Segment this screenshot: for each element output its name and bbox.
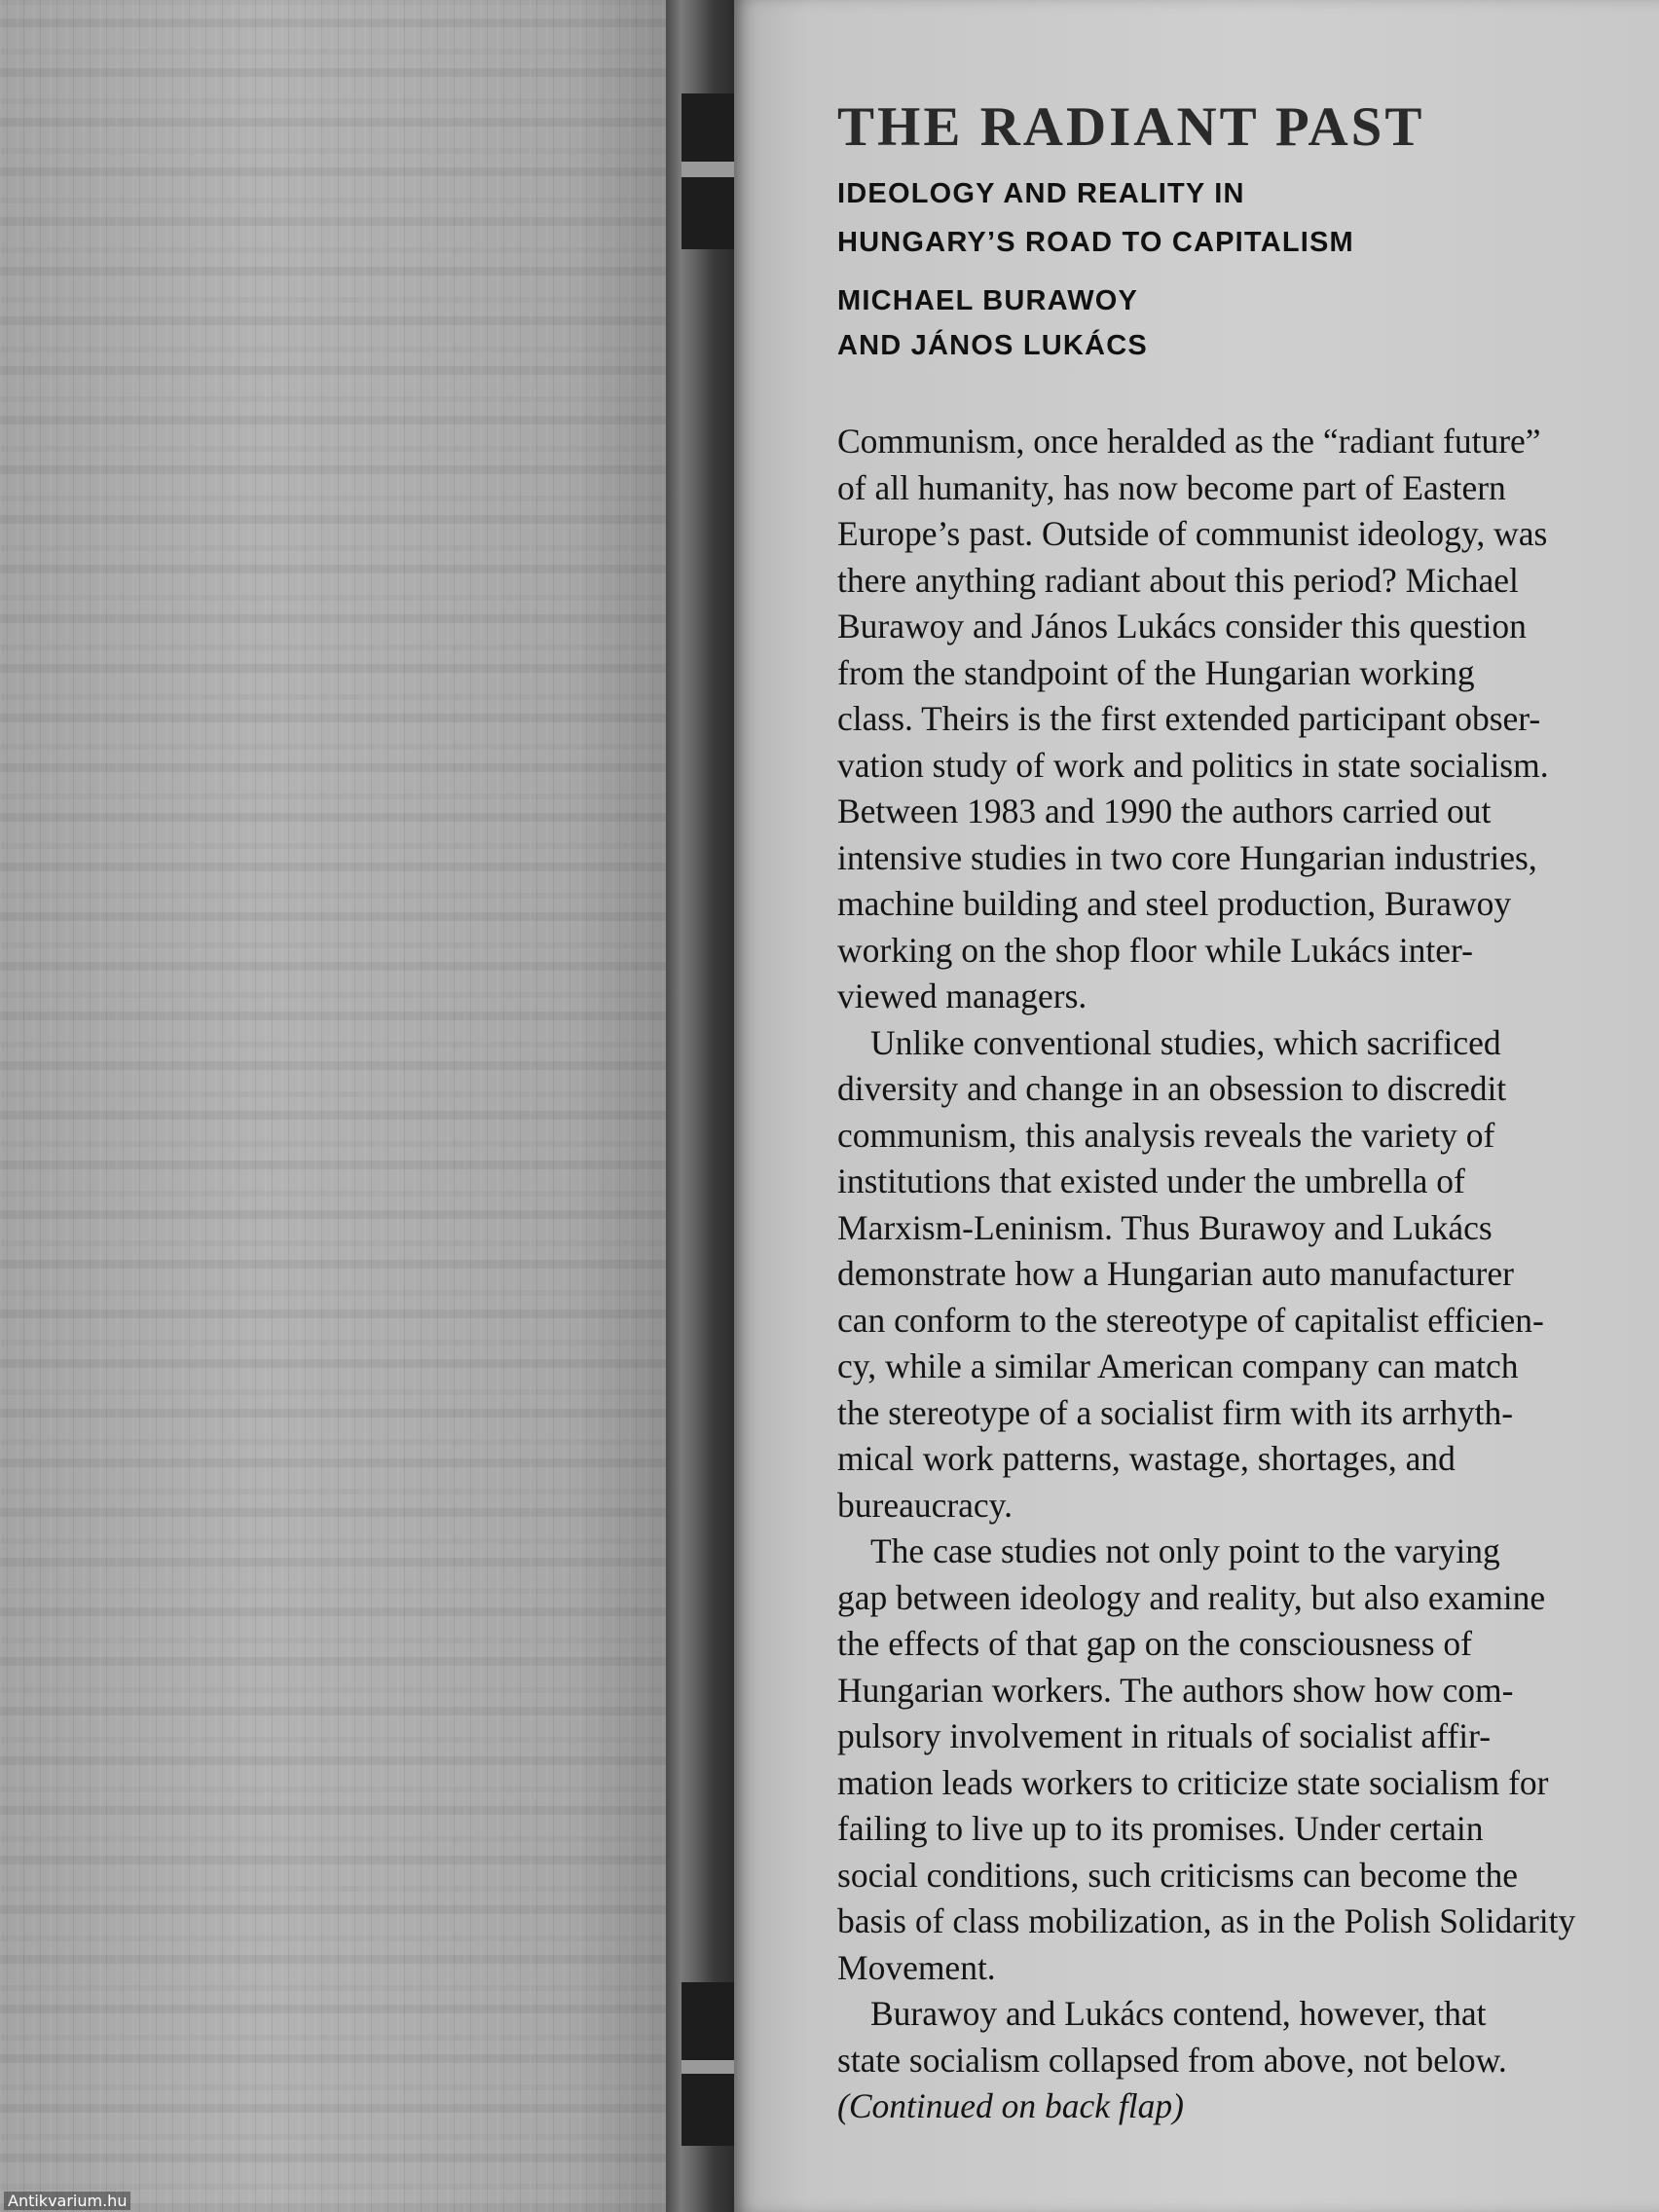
text-line: working on the shop floor while Lukács inter- [837, 930, 1473, 970]
text-line: demonstrate how a Hungarian auto manufacturer [837, 1254, 1514, 1293]
author-line: MICHAEL BURAWOY [837, 285, 1139, 316]
spine-band-top-light [682, 162, 734, 177]
spine-band-top [682, 93, 734, 162]
text-line: social conditions, such criticisms can become the [837, 1855, 1518, 1895]
spine-band-bottom-2 [682, 2074, 734, 2146]
spine-band-bottom-light [682, 2060, 734, 2074]
spine-band-bottom [682, 1982, 734, 2060]
text-line: Unlike conventional studies, which sacrificed [870, 1022, 1501, 1062]
book-spine-edge [666, 0, 734, 2212]
text-line: gap between ideology and reality, but also examine [837, 1577, 1546, 1617]
text-line: class. Theirs is the first extended participant obser- [837, 699, 1541, 738]
text-line: Burawoy and Lukács contend, however, that [870, 1994, 1487, 2033]
text-line: of all humanity, has now become part of Eastern [837, 467, 1506, 507]
text-line: Marxism-Leninism. Thus Burawoy and Lukács [837, 1207, 1493, 1247]
text-line: intensive studies in two core Hungarian industries, [837, 837, 1537, 877]
watermark: Antikvarium.hu [4, 2192, 130, 2210]
paragraph-4 [837, 1991, 1622, 2083]
text-line: the stereotype of a socialist firm with its arrhyth- [837, 1392, 1514, 1432]
spine-band-top-2 [682, 177, 734, 249]
text-line: Between 1983 and 1990 the authors carried out [837, 792, 1492, 830]
text-line: the effects of that gap on the consciousness of [837, 1624, 1472, 1663]
text-line: basis of class mobilization, as in the Polish Solidarity [837, 1901, 1576, 1940]
text-line: cy, while a similar American company can match [837, 1346, 1519, 1385]
paragraph-3 [837, 1529, 1622, 1991]
book-title: THE RADIANT PAST [837, 96, 1425, 158]
subtitle-line: IDEOLOGY AND REALITY IN [837, 178, 1245, 209]
text-line: communism, this analysis reveals the variety of [837, 1115, 1495, 1155]
author-line: AND JÁNOS LUKÁCS [837, 330, 1148, 361]
text-line: bureaucracy. [837, 1485, 1013, 1525]
text-line: Europe’s past. Outside of communist ideology, was [837, 514, 1548, 553]
text-line: there anything radiant about this period? Michael [837, 560, 1519, 600]
text-line: Movement. [837, 1947, 996, 1987]
text-line: Burawoy and János Lukács consider this question [837, 607, 1527, 645]
paragraph-1 [837, 419, 1622, 1020]
text-line: The case studies not only point to the varying [870, 1531, 1500, 1570]
text-line: failing to live up to its promises. Under certain [837, 1809, 1484, 1848]
book-authors [837, 278, 1622, 368]
text-line: Communism, once heralded as the “radiant future” [837, 422, 1541, 461]
text-line: diversity and change in an obsession to discredit [837, 1069, 1507, 1108]
flap-content [837, 93, 1622, 2130]
endpaper [0, 0, 672, 2212]
continued-note: (Continued on back flap) [837, 2086, 1184, 2125]
flap-description [837, 419, 1622, 2130]
text-line: can conform to the stereotype of capitalist efficien- [837, 1300, 1544, 1340]
text-line: vation study of work and politics in state socialism. [837, 745, 1549, 785]
paragraph-2 [837, 1020, 1622, 1530]
text-line: Hungarian workers. The authors show how com- [837, 1670, 1514, 1710]
text-line: state socialism collapsed from above, not below. [837, 2040, 1507, 2080]
text-line: mical work patterns, wastage, shortages, and [837, 1439, 1456, 1478]
book-subtitle [837, 169, 1622, 267]
text-line: machine building and steel production, Burawoy [837, 884, 1512, 923]
subtitle-line: HUNGARY’S ROAD TO CAPITALISM [837, 227, 1354, 258]
text-line: mation leads workers to criticize state socialism for [837, 1762, 1549, 1802]
text-line: viewed managers. [837, 977, 1088, 1015]
text-line: institutions that existed under the umbrella of [837, 1161, 1465, 1200]
text-line: pulsory involvement in rituals of socialist affir- [837, 1716, 1492, 1755]
text-line: from the standpoint of the Hungarian working [837, 652, 1475, 692]
